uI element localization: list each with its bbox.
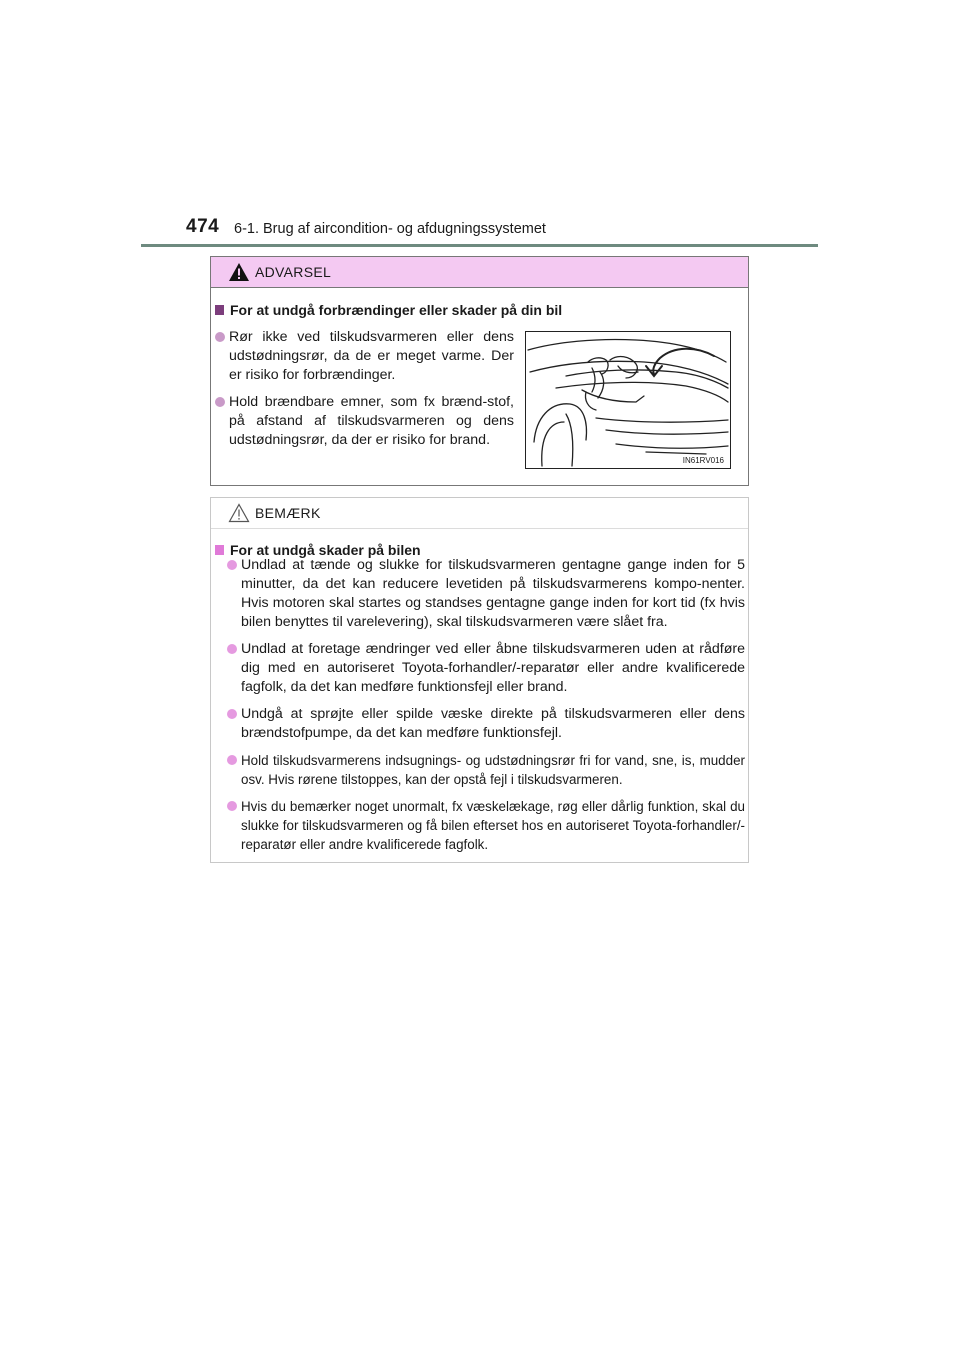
section-title: 6-1. Brug af aircondition- og afdugningssystemet bbox=[234, 221, 546, 237]
list-item bbox=[215, 328, 514, 385]
bullet-icon bbox=[227, 755, 237, 765]
car-front-drawing bbox=[526, 332, 730, 468]
warning-heading-text: For at undgå forbrændinger eller skader på din bil bbox=[230, 302, 563, 318]
page-header bbox=[186, 216, 818, 246]
bullet-icon bbox=[227, 560, 237, 570]
bullet-text: Rør ikke ved tilskudsvarmeren eller dens udstødningsrør, da de er meget varme. Der er risiko for forbrændinger. bbox=[229, 329, 514, 383]
notice-header bbox=[211, 498, 748, 529]
list-item bbox=[215, 393, 514, 450]
header-rule bbox=[141, 244, 818, 247]
notice-heading-text: For at undgå skader på bilen bbox=[230, 542, 421, 558]
warning-triangle-icon bbox=[228, 262, 250, 282]
caution-outline-triangle-icon bbox=[228, 503, 250, 523]
warning-header bbox=[211, 257, 748, 288]
warning-heading bbox=[215, 302, 562, 318]
car-heater-illustration bbox=[525, 331, 731, 469]
figure-code: IN61RV016 bbox=[682, 456, 724, 465]
notice-bullet-list bbox=[227, 556, 745, 862]
notice-label: BEMÆRK bbox=[255, 505, 321, 521]
bullet-text: Hold tilskudsvarmerens indsugnings- og udstødningsrør fri for vand, sne, is, mudder osv. Hvis rørene tilstoppes, kan der opstå fejl i tilskudsvarmeren. bbox=[241, 753, 745, 787]
bullet-icon bbox=[227, 801, 237, 811]
list-item bbox=[227, 556, 745, 632]
warning-bullet-list bbox=[215, 328, 514, 458]
bullet-icon bbox=[227, 709, 237, 719]
bullet-text: Undgå at sprøjte eller spilde væske direkte på tilskudsvarmeren eller dens brændstofpumpe, da det kan medføre funktionsfejl. bbox=[241, 706, 745, 741]
bullet-icon bbox=[227, 644, 237, 654]
warning-box bbox=[210, 256, 749, 486]
list-item bbox=[227, 705, 745, 743]
list-item bbox=[227, 751, 745, 789]
bullet-text: Undlad at tænde og slukke for tilskudsvarmeren gentagne gange inden for 5 minutter, da det kan reducere levetiden på tilskudsvarmerens kompo-nenter. Hvis motoren skal startes og standses gentagne gange inden for kort tid (fx hvis bilen benyttes til varelevering), skal tilskudsvarmeren være slået fra. bbox=[241, 557, 745, 630]
warning-label: ADVARSEL bbox=[255, 264, 332, 280]
bullet-text: Hold brændbare emner, som fx brænd-stof, på afstand af tilskudsvarmeren og dens udstødningsrør, da der er risiko for brand. bbox=[229, 394, 514, 448]
bullet-icon bbox=[215, 397, 225, 407]
list-item bbox=[227, 797, 745, 854]
list-item bbox=[227, 640, 745, 697]
heading-square-icon bbox=[215, 305, 224, 315]
bullet-icon bbox=[215, 332, 225, 342]
bullet-text: Undlad at foretage ændringer ved eller åbne tilskudsvarmeren uden at rådføre dig med en autoriseret Toyota-forhandler/-reparatør eller andre kvalificerede fagfolk, da det kan medføre funktionsfejl eller brand. bbox=[241, 641, 745, 695]
notice-box bbox=[210, 497, 749, 863]
page-number: 474 bbox=[186, 216, 220, 237]
bullet-text: Hvis du bemærker noget unormalt, fx væskelækage, røg eller dårlig funktion, skal du slukke for tilskudsvarmeren og få bilen efterset hos en autoriseret Toyota-forhandler/-reparatør eller andre kvalificerede fagfolk. bbox=[241, 799, 745, 852]
heading-square-icon bbox=[215, 545, 224, 555]
